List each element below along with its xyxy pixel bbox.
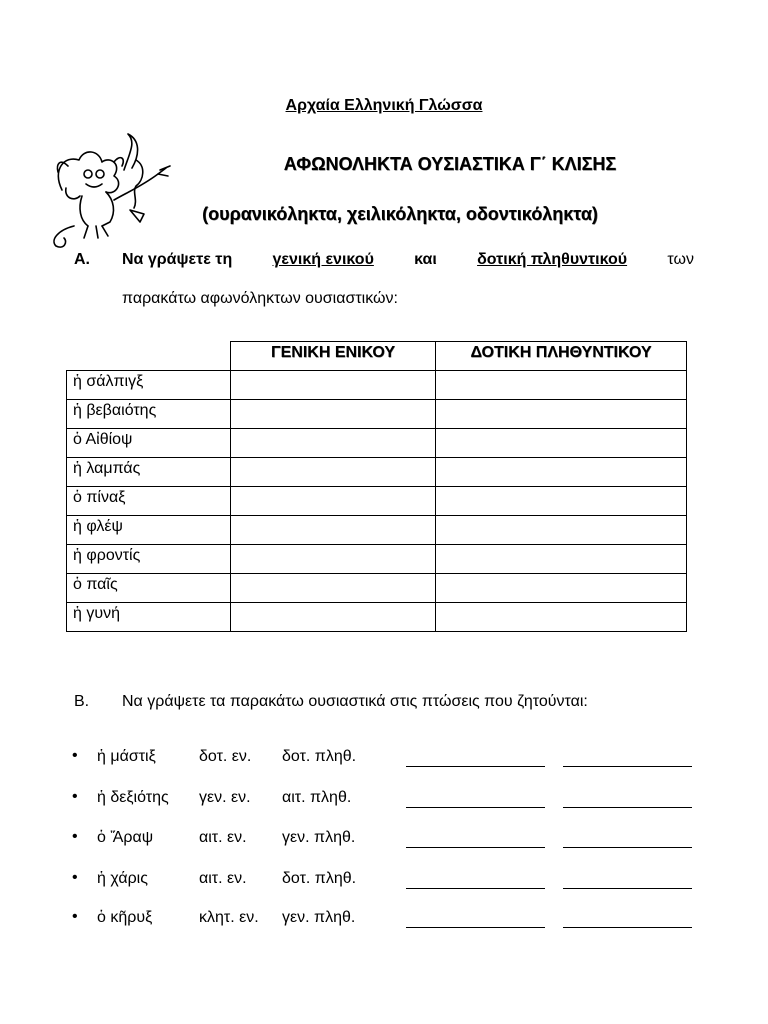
cartoon-mascot-icon [44, 130, 179, 250]
case-label: γεν. εν. [199, 789, 251, 806]
column-header-genitive-singular: ΓΕΝΙΚΗ ΕΝΙΚΟΥ [231, 342, 436, 371]
answer-blank[interactable] [563, 807, 692, 808]
answer-cell[interactable] [436, 371, 687, 400]
noun-cell: ὁ παῖς [67, 574, 231, 603]
answer-blank[interactable] [563, 927, 692, 928]
exercise-a-instruction-continued: παρακάτω αφωνόληκτων ουσιαστικών: [122, 290, 398, 307]
table-header-row [67, 342, 687, 371]
noun-cell: ὁ πίναξ [67, 487, 231, 516]
answer-blank[interactable] [563, 766, 692, 767]
case-label: αιτ. εν. [199, 829, 247, 846]
list-item [72, 748, 712, 772]
noun-cell: ἡ γυνή [67, 603, 231, 632]
answer-cell[interactable] [436, 400, 687, 429]
case-label: δοτ. πληθ. [282, 748, 357, 765]
answer-cell[interactable] [231, 487, 436, 516]
document-subject: Αρχαία Ελληνική Γλώσσα [285, 97, 483, 114]
list-item [72, 870, 712, 894]
answer-blank[interactable] [406, 766, 545, 767]
answer-cell[interactable] [436, 545, 687, 574]
answer-cell[interactable] [231, 400, 436, 429]
worksheet-title: ΑΦΩΝΟΛΗΚΤΑ ΟΥΣΙΑΣΤΙΚΑ Γ΄ ΚΛΙΣΗΣ [283, 154, 617, 174]
noun-word: ἡ χάρις [97, 870, 148, 887]
instruction-emphasis-genitive: γενική ενικού [272, 251, 374, 268]
noun-cell: ἡ σάλπιγξ [67, 371, 231, 400]
list-item [72, 829, 712, 853]
noun-word: ὁ κῆρυξ [97, 909, 153, 926]
case-label: δοτ. πληθ. [282, 870, 357, 887]
exercise-a-letter: Α. [74, 251, 90, 268]
table-row [67, 487, 687, 516]
exercise-b-instruction: Να γράψετε τα παρακάτω ουσιαστικά στις πτώσεις που ζητούνται: [122, 693, 588, 710]
worksheet-subtitle: (ουρανικόληκτα, χειλικόληκτα, οδοντικόληκτα) [202, 204, 598, 224]
answer-cell[interactable] [231, 545, 436, 574]
table-row [67, 545, 687, 574]
answer-blank[interactable] [406, 807, 545, 808]
table-row [67, 516, 687, 545]
bullet-icon: • [72, 788, 78, 805]
column-header-dative-plural: ΔΟΤΙΚΗ ΠΛΗΘΥΝΤΙΚΟΥ [436, 342, 687, 371]
instruction-text: των [667, 251, 694, 268]
bullet-icon: • [72, 747, 78, 764]
answer-blank[interactable] [563, 888, 692, 889]
answer-cell[interactable] [436, 603, 687, 632]
noun-cell: ἡ φλέψ [67, 516, 231, 545]
noun-word: ἡ δεξιότης [97, 789, 169, 806]
instruction-emphasis-dative: δοτική πληθυντικού [477, 251, 628, 268]
case-label: γεν. πληθ. [282, 829, 356, 846]
answer-cell[interactable] [231, 371, 436, 400]
answer-blank[interactable] [406, 847, 545, 848]
answer-cell[interactable] [436, 487, 687, 516]
answer-cell[interactable] [436, 574, 687, 603]
table-row [67, 429, 687, 458]
instruction-text: και [414, 251, 437, 268]
noun-word: ἡ μάστιξ [97, 748, 156, 765]
bullet-icon: • [72, 828, 78, 845]
answer-cell[interactable] [436, 458, 687, 487]
answer-cell[interactable] [231, 458, 436, 487]
case-label: γεν. πληθ. [282, 909, 356, 926]
noun-cell: ἡ λαμπάς [67, 458, 231, 487]
bullet-icon: • [72, 869, 78, 886]
noun-cell: ἡ βεβαιότης [67, 400, 231, 429]
bullet-icon: • [72, 908, 78, 925]
table-row [67, 603, 687, 632]
table-corner-cell [67, 342, 231, 371]
table-row [67, 574, 687, 603]
answer-cell[interactable] [436, 429, 687, 458]
answer-cell[interactable] [231, 603, 436, 632]
table-row [67, 400, 687, 429]
noun-word: ὁ Ἄραψ [97, 829, 154, 846]
exercise-b-letter: Β. [74, 693, 90, 710]
case-label: δοτ. εν. [199, 748, 252, 765]
case-label: αιτ. εν. [199, 870, 247, 887]
list-item [72, 789, 712, 813]
case-label: κλητ. εν. [199, 909, 259, 926]
exercise-a-instruction [122, 251, 694, 269]
answer-blank[interactable] [406, 927, 545, 928]
answer-cell[interactable] [231, 574, 436, 603]
answer-blank[interactable] [406, 888, 545, 889]
noun-cell: ὁ Αἰθίοψ [67, 429, 231, 458]
case-label: αιτ. πληθ. [282, 789, 352, 806]
answer-cell[interactable] [231, 429, 436, 458]
table-row [67, 371, 687, 400]
table-row [67, 458, 687, 487]
instruction-text: Να γράψετε τη [122, 251, 233, 268]
answer-cell[interactable] [436, 516, 687, 545]
answer-cell[interactable] [231, 516, 436, 545]
nouns-table [66, 341, 687, 632]
noun-cell: ἡ φροντίς [67, 545, 231, 574]
list-item [72, 909, 712, 933]
answer-blank[interactable] [563, 847, 692, 848]
